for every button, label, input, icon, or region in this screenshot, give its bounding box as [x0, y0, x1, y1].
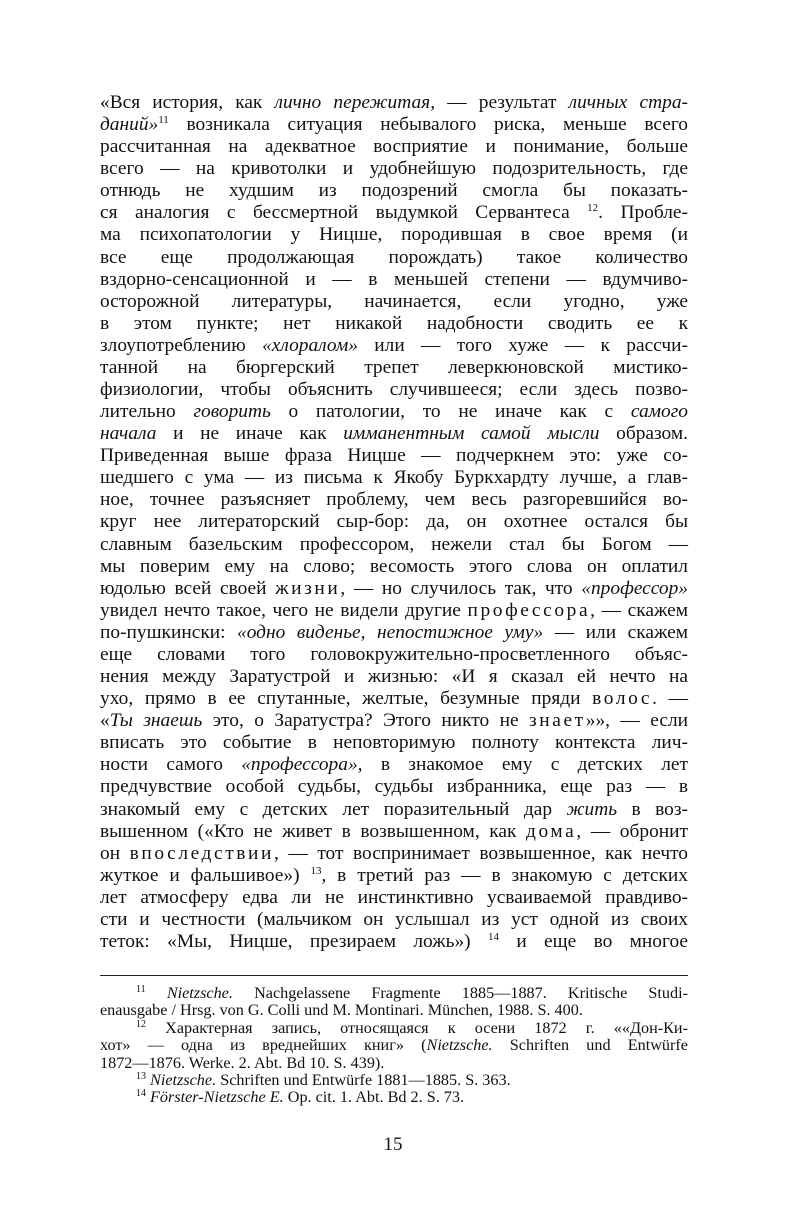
text-run: , — тот воспринимает возвышенное, как нечто — [274, 842, 688, 864]
text-run: , в третий раз — в знакомую с детских — [321, 864, 688, 886]
text-line — [100, 489, 688, 511]
text-run: — результат — [435, 92, 569, 113]
text-run: славным базельским профессором, нежели стал бы Богом — — [100, 533, 688, 555]
text-line — [100, 269, 688, 291]
text-run: ное, точнее разъясняет проблему, чем весь разгоревшийся во- — [100, 489, 688, 511]
text-line — [100, 578, 688, 600]
text-run: вышенном («Кто не живет в возвышенном, как — [100, 820, 527, 842]
text-line — [100, 534, 688, 556]
text-line — [100, 291, 688, 313]
text-run: Op. cit. 1. Abt. Bd 2. S. 73. — [283, 1088, 465, 1107]
text-line — [100, 423, 688, 445]
text-run: предчувствие особой судьбы, судьбы избранника, еще раз — в — [100, 776, 688, 798]
italic-text: «профессор» — [581, 577, 688, 599]
text-line — [100, 202, 688, 224]
footnote-line — [100, 985, 688, 1002]
text-run: вздорно-сенсационной и — в меньшей степени — вдумчиво- — [100, 268, 688, 290]
footnote-line — [100, 1072, 688, 1089]
text-run: нения между Заратустрой и жизнью: «И я сказал ей нечто на — [100, 666, 688, 688]
footnote — [100, 985, 688, 1020]
text-run: лет атмосферу едва ли не инстинктивно усваиваемой правдиво- — [100, 886, 688, 908]
text-run: знакомый ему с детских лет поразительный дар — [100, 798, 567, 820]
text-run: мы поверим ему на слово; весомость этого слова он оплатил — [100, 555, 688, 577]
text-run: ности самого — [100, 754, 242, 776]
footnote-ref: 13 — [136, 1070, 146, 1082]
spaced-emphasis-text: дома — [526, 820, 577, 842]
text-line — [100, 666, 688, 688]
text-run: лительно — [100, 401, 194, 423]
text-run: в этом пункте; нет никакой надобности сводить ее к — [100, 312, 688, 334]
italic-text: Nietzsche. — [150, 1070, 217, 1089]
text-line — [100, 401, 688, 423]
footnote-ref: 12 — [587, 202, 599, 215]
text-run: увидел нечто такое, чего не видели другие — [100, 599, 468, 621]
text-line — [100, 379, 688, 401]
text-run: »», — если — [585, 710, 688, 732]
text-run — [146, 984, 167, 1002]
text-line — [100, 622, 688, 644]
text-run: всего — на кривотолки и удобнейшую подозрительность, где — [100, 158, 688, 180]
italic-text: говорить — [193, 401, 271, 423]
text-run: сти и честности (мальчиком он услышал из уст одной из своих — [100, 908, 688, 930]
text-line — [100, 887, 688, 909]
footnote-ref: 13 — [310, 864, 322, 877]
text-run: , — обронит — [576, 820, 688, 842]
text-line — [100, 865, 688, 887]
text-run: хот» — одна из вреднейших книг» ( — [100, 1036, 427, 1055]
text-line — [100, 335, 688, 357]
footnote-line — [100, 1037, 688, 1054]
text-line — [100, 732, 688, 754]
text-run: осторожной литературы, начинается, если угодно, уже — [100, 290, 688, 312]
text-run: Schriften und Entwürfe 1881—1885. S. 363. — [216, 1070, 511, 1089]
text-line — [100, 909, 688, 931]
italic-text: имманентным самой мысли — [343, 423, 600, 445]
footnote-line — [100, 1055, 688, 1072]
text-run: . Пробле- — [598, 202, 688, 224]
text-run: это, о Заратустра? Этого никто не — [202, 710, 530, 732]
text-line — [100, 467, 688, 489]
text-run: он — [100, 842, 130, 864]
italic-text: «одно виденье, непостижное уму» — [237, 621, 544, 643]
text-run: или — того хуже — к рассчи- — [357, 334, 688, 356]
text-run: ся аналогия с бессмертной выдумкой Сервантеса — [100, 202, 588, 224]
text-run: рассчитанная на адекватное восприятие и понимание, больше — [100, 136, 688, 158]
spaced-emphasis-text: впоследствии — [129, 842, 275, 864]
text-run: — или скажем — [543, 621, 688, 643]
text-run: все еще продолжающая порождать) такое количество — [100, 246, 688, 268]
text-run: о патологии, то не иначе как с — [270, 401, 631, 423]
text-run: . — — [652, 688, 689, 710]
text-run: , — но случилось так, что — [340, 577, 582, 599]
footnotes — [100, 985, 688, 1107]
italic-text: Förster-Nietzsche E. — [150, 1088, 284, 1107]
text-run: шедшего с ума — из письма к Якобу Буркхардту лучше, а глав- — [100, 467, 688, 489]
footnote-line — [100, 1020, 688, 1037]
text-line — [100, 754, 688, 776]
footnote-line — [100, 1089, 688, 1106]
text-run: enausgabe / Hrsg. von G. Colli und M. Montinari. München, 1988. S. 400. — [100, 1001, 583, 1020]
text-line — [100, 114, 688, 136]
text-run: « — [100, 710, 110, 732]
page-number: 15 — [383, 1134, 403, 1155]
text-line — [100, 776, 688, 798]
text-run: возникала ситуация небывалого риска, меньше всего — [168, 114, 688, 136]
text-run: ухо, прямо в ее спутанные, желтые, безумные пряди — [100, 688, 593, 710]
text-run: злоупотреблению — [100, 334, 263, 356]
text-run: в знакомое ему с детских лет — [362, 754, 688, 776]
text-line — [100, 313, 688, 335]
text-line — [100, 445, 688, 467]
text-line — [100, 799, 688, 821]
text-run: , — скажем — [590, 599, 688, 621]
italic-text: «профессора», — [241, 754, 363, 776]
text-line — [100, 843, 688, 865]
text-run: жуткое и фальшивое») — [100, 864, 311, 886]
text-line — [100, 710, 688, 732]
footnote-line — [100, 1002, 688, 1019]
italic-text: начала — [100, 423, 157, 445]
footnote — [100, 1020, 688, 1072]
text-run: Характерная запись, относящаяся к осени 1872 г. ««Дон-Ки- — [146, 1018, 688, 1037]
italic-text: лично пережитая, — [274, 92, 436, 113]
text-line — [100, 931, 688, 953]
italic-text: Nietzsche. — [166, 984, 233, 1002]
text-line — [100, 247, 688, 269]
text-run: по-пушкински: — [100, 621, 238, 643]
text-line — [100, 158, 688, 180]
spaced-emphasis-text: жизни — [275, 577, 341, 599]
text-run: «Вся история, как — [100, 92, 275, 113]
text-run: теток: «Мы, Ницше, презираем ложь») — [100, 930, 488, 952]
spaced-emphasis-text: знает — [529, 710, 586, 732]
text-run: Приведенная выше фраза Ницше — подчеркнем это: уже со- — [100, 445, 688, 467]
text-run: отнюдь не худшим из подозрений смогла бы показать- — [100, 180, 688, 202]
text-line — [100, 511, 688, 533]
footnote-divider — [100, 975, 688, 976]
italic-text: жить — [566, 798, 618, 820]
text-run: круг нее литераторский сыр-бор: да, он охотнее остался бы — [100, 511, 688, 533]
text-line — [100, 180, 688, 202]
text-run: Nachgelassene Fragmente 1885—1887. Kritische Studi- — [232, 984, 689, 1002]
text-run: и не иначе как — [156, 423, 344, 445]
text-run: вписать это событие в неповторимую полноту контекста лич- — [100, 732, 688, 754]
italic-text: даний» — [100, 114, 159, 136]
footnote-ref: 12 — [136, 1018, 146, 1030]
text-run: танной на бюргерский трепет леверкюновской мистико- — [100, 356, 688, 378]
footnote — [100, 1072, 688, 1089]
text-run: еще словами того головокружительно-просветленного объяс- — [100, 643, 688, 665]
text-line — [100, 600, 688, 622]
text-line — [100, 556, 688, 578]
footnote — [100, 1089, 688, 1106]
text-line — [100, 821, 688, 843]
footnote-ref: 11 — [136, 984, 146, 995]
italic-text: Ты знаешь — [109, 710, 203, 732]
text-run: Schriften und Entwürfe — [492, 1036, 688, 1055]
italic-text: Nietzsche. — [426, 1036, 493, 1055]
spaced-emphasis-text: волос — [592, 688, 653, 710]
text-run: и еще во многое — [498, 930, 688, 952]
footnote-ref: 14 — [136, 1088, 146, 1100]
text-run: физиологии, чтобы объяснить случившееся; если здесь позво- — [100, 379, 688, 401]
italic-text: личных стра- — [568, 92, 688, 113]
text-line — [100, 224, 688, 246]
spaced-emphasis-text: профессора — [467, 599, 591, 621]
text-run: 1872—1876. Werke. 2. Abt. Bd 10. S. 439). — [100, 1053, 385, 1072]
text-run: в воз- — [617, 798, 688, 820]
footnote-ref: 11 — [158, 114, 169, 127]
italic-text: самого — [630, 401, 688, 423]
text-run: ма психопатологии у Ницше, породившая в свое время (и — [100, 224, 688, 246]
text-line — [100, 688, 688, 710]
text-run: юдолью всей своей — [100, 577, 276, 599]
main-text — [100, 92, 688, 953]
text-line — [100, 644, 688, 666]
text-line — [100, 357, 688, 379]
text-line — [100, 136, 688, 158]
italic-text: «хлоралом» — [262, 334, 358, 356]
footnote-ref: 14 — [487, 930, 499, 943]
text-line — [100, 92, 688, 114]
text-run: образом. — [599, 423, 689, 445]
